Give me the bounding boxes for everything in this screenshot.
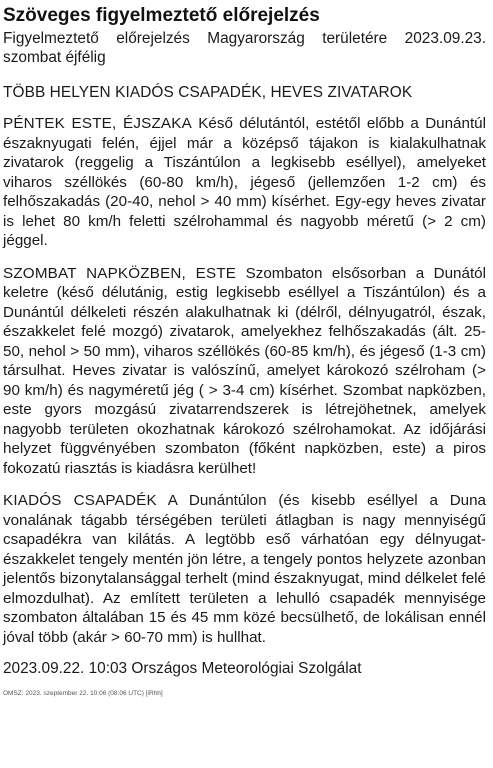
forecast-subtitle: Figyelmeztető előrejelzés Magyarország területére 2023.09.23. szombat éjfélig xyxy=(3,30,486,66)
footer-note: OMSZ: 2023. szeptember 22. 10:06 (08:06 UTC) [iRhh] xyxy=(3,690,163,697)
section-text: Késő délutántól, estétől előbb a Dunántúl északnyugati felén, éjjel már a középső tájakon is kialakulhatnak zivatarok (reggelig a Tiszántúlon a legkisebb eséllyel), amelyeket viharos széllökés (60-80 km/h), jégeső (jellemzően 1-2 cm) és felhőszakadás (20-40, nehol > 40 mm) kísérhet. Egy-egy heves zivatar is lehet 80 km/h feletti szélrohammal és nagyobb méretű (> 2 cm) jéggel. xyxy=(3,115,486,249)
warning-headline: TÖBB HELYEN KIADÓS CSAPADÉK, HEVES ZIVATAROK xyxy=(3,84,413,101)
warning-document xyxy=(3,0,486,768)
issued-line: 2023.09.22. 10:03 Országos Meteorológiai Szolgálat xyxy=(3,660,362,677)
section-lead: SZOMBAT NAPKÖZBEN, ESTE xyxy=(3,264,237,282)
section-heavy-rain xyxy=(3,491,486,647)
section-friday xyxy=(3,114,486,251)
section-lead: PÉNTEK ESTE, ÉJSZAKA xyxy=(3,115,192,132)
section-text: Szombaton elsősorban a Dunától keletre (késő délutánig, estig legkisebb eséllyel a Tiszántúlon) és a Dunántúl délkeleti részén alakulhatnak ki (délről, délnyugatról, észak, északkelet felé mozgó) zivatarok, amelyekhez felhőszakadás (ált. 25-50, nehol > 50 mm), viharos széllökés (60-85 km/h), és jégeső (1-3 cm) társulhat. Heves zivatar is valószínű, amelyet károkozó szélroham (> 90 km/h) és nagyméretű jég ( > 3-4 cm) kísérhet. Szombat napközben, este gyors mozgású zivatarrendszerek is létrejöhetnek, amelyek nagyobb területen okozhatnak károkozó szélrohamokat. Az időjárási helyzet függvényében szombaton (főként napközben, este) a piros fokozatú riasztás is kiadásra kerülhet! xyxy=(3,264,486,477)
section-lead: KIADÓS CSAPADÉK xyxy=(3,492,157,509)
section-saturday xyxy=(3,264,486,479)
page-title: Szöveges figyelmeztető előrejelzés xyxy=(3,5,320,26)
section-text: A Dunántúlon (és kisebb eséllyel a Duna vonalának tágabb térségében területi átlagban is nagy mennyiségű csapadékra van kilátás. A legtöbb eső várhatóan egy délnyugat-északkelet tengely mentén jön létre, a tengely pontos helyzete azonban jelentős bizonytalansággal terhelt (mind északnyugat, mind délkelet felé elmozdulhat). Az említett területen a lehulló csapadék mennyisége szombaton általában 15 és 45 mm közé becsülhető, de lokálisan ennél jóval több (akár > 60-70 mm) is hullhat. xyxy=(3,492,487,646)
